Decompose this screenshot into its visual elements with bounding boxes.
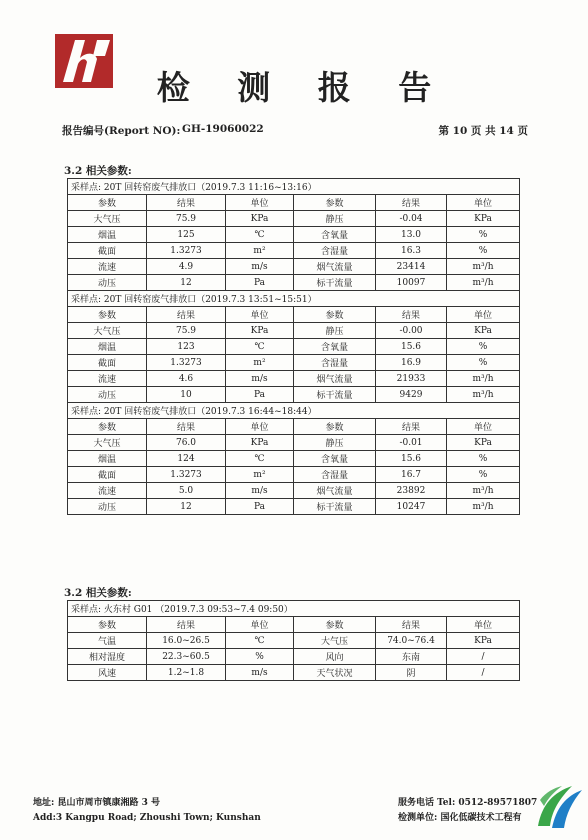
column-header-row [68, 195, 520, 211]
report-number: GH-19060022 [182, 123, 264, 135]
table-cell: 东南 [376, 649, 447, 665]
section-heading: 3.2 相关参数: [64, 165, 132, 177]
table-cell: / [447, 649, 520, 665]
table-cell: 74.0~76.4 [376, 633, 447, 649]
params-table-1 [67, 178, 520, 515]
table-cell: % [447, 227, 520, 243]
table-cell: Pa [226, 387, 294, 403]
table-row [68, 211, 520, 227]
table-cell: 75.9 [147, 211, 226, 227]
table-cell: 16.7 [376, 467, 447, 483]
table-cell: 15.6 [376, 339, 447, 355]
column-header: 单位 [447, 195, 520, 211]
table-cell: m³/h [447, 275, 520, 291]
table-cell: 静压 [294, 211, 376, 227]
table-cell: -0.00 [376, 323, 447, 339]
table-cell: 相对湿度 [68, 649, 147, 665]
address-en: Add:3 Kangpu Road; Zhoushi Town; Kunshan [33, 813, 261, 823]
table-cell: 13.0 [376, 227, 447, 243]
table-cell: 12 [147, 275, 226, 291]
sample-point-label: 采样点: 20T 回转窑废气排放口（2019.7.3 13:51~15:51） [68, 291, 520, 307]
sample-point-label: 采样点: 火东村 G01 （2019.7.3 09:53~7.4 09:50） [68, 601, 520, 617]
table-row [68, 633, 520, 649]
table-cell: 9429 [376, 387, 447, 403]
service-phone: 服务电话 Tel: 0512-89571807 [398, 798, 538, 808]
column-header-row [68, 617, 520, 633]
table-cell: 静压 [294, 323, 376, 339]
table-cell: m³/h [447, 259, 520, 275]
table-cell: 静压 [294, 435, 376, 451]
ambient-block [68, 601, 520, 681]
table-cell: % [447, 355, 520, 371]
column-header: 单位 [447, 307, 520, 323]
table-cell: 16.3 [376, 243, 447, 259]
table-cell: 5.0 [147, 483, 226, 499]
table-cell: 含湿量 [294, 467, 376, 483]
page-indicator: 第 10 页 共 14 页 [438, 125, 528, 137]
table-cell: m/s [226, 665, 294, 681]
table-cell: m² [226, 243, 294, 259]
table-cell: % [447, 467, 520, 483]
table-cell: 截面 [68, 355, 147, 371]
table-row [68, 323, 520, 339]
table-cell: KPa [447, 435, 520, 451]
table-cell: 123 [147, 339, 226, 355]
table-cell: -0.04 [376, 211, 447, 227]
table-row [68, 435, 520, 451]
table-cell: 大气压 [68, 435, 147, 451]
table-cell: 阴 [376, 665, 447, 681]
table-row [68, 259, 520, 275]
table-cell: 动压 [68, 275, 147, 291]
table-cell: 烟温 [68, 339, 147, 355]
table-cell: 23414 [376, 259, 447, 275]
table-cell: 16.0~26.5 [147, 633, 226, 649]
column-header: 参数 [68, 419, 147, 435]
table-cell: 16.9 [376, 355, 447, 371]
table-cell: 大气压 [68, 323, 147, 339]
table-cell: m³/h [447, 499, 520, 515]
table-cell: ℃ [226, 633, 294, 649]
column-header: 结果 [376, 617, 447, 633]
address-cn: 地址: 昆山市周市镇康湘路 3 号 [33, 798, 160, 808]
column-header: 结果 [147, 195, 226, 211]
sample-point-row [68, 601, 520, 617]
table-cell: 1.2~1.8 [147, 665, 226, 681]
table-cell: 含湿量 [294, 243, 376, 259]
table-cell: 大气压 [68, 211, 147, 227]
table-cell: 标干流量 [294, 387, 376, 403]
params-table-2 [67, 600, 520, 681]
table-cell: 22.3~60.5 [147, 649, 226, 665]
table-cell: 流速 [68, 371, 147, 387]
column-header: 参数 [294, 195, 376, 211]
column-header: 参数 [68, 307, 147, 323]
table-cell: 124 [147, 451, 226, 467]
table-cell: 1.3273 [147, 243, 226, 259]
table-cell: % [447, 339, 520, 355]
table-row [68, 339, 520, 355]
table-cell: 含湿量 [294, 355, 376, 371]
table-cell: 动压 [68, 499, 147, 515]
column-header: 参数 [294, 419, 376, 435]
table-cell: KPa [226, 323, 294, 339]
column-header: 参数 [294, 307, 376, 323]
table-cell: m² [226, 467, 294, 483]
table-cell: 大气压 [294, 633, 376, 649]
sample-point-row [68, 179, 520, 195]
block-2 [68, 291, 520, 403]
table-row [68, 451, 520, 467]
table-cell: 烟温 [68, 451, 147, 467]
report-info [62, 123, 528, 139]
table-cell: m/s [226, 371, 294, 387]
column-header: 结果 [376, 195, 447, 211]
table-cell: 1.3273 [147, 355, 226, 371]
table-cell: 烟温 [68, 227, 147, 243]
table-cell: 含氧量 [294, 227, 376, 243]
footer-contact [398, 796, 537, 826]
section-heading-2: 3.2 相关参数: [64, 587, 132, 599]
table-row [68, 467, 520, 483]
table-cell: 截面 [68, 243, 147, 259]
table-cell: ℃ [226, 451, 294, 467]
table-cell: % [226, 649, 294, 665]
block-1 [68, 179, 520, 291]
table-cell: 23892 [376, 483, 447, 499]
column-header: 单位 [226, 617, 294, 633]
table-cell: m³/h [447, 371, 520, 387]
column-header: 参数 [68, 617, 147, 633]
column-header: 结果 [376, 307, 447, 323]
column-header-row [68, 419, 520, 435]
column-header: 单位 [226, 307, 294, 323]
table-cell: 风向 [294, 649, 376, 665]
table-cell: KPa [447, 633, 520, 649]
table-cell: 75.9 [147, 323, 226, 339]
block-3 [68, 403, 520, 515]
table-row [68, 665, 520, 681]
table-cell: / [447, 665, 520, 681]
sample-point-label: 采样点: 20T 回转窑废气排放口（2019.7.3 11:16~13:16） [68, 179, 520, 195]
report-number-label: 报告编号(Report NO): [62, 125, 181, 137]
table-cell: 125 [147, 227, 226, 243]
table-cell: KPa [447, 323, 520, 339]
table-cell: 风速 [68, 665, 147, 681]
table-cell: 4.6 [147, 371, 226, 387]
column-header-row [68, 307, 520, 323]
table-row [68, 243, 520, 259]
table-row [68, 355, 520, 371]
table-cell: 流速 [68, 483, 147, 499]
table-row [68, 499, 520, 515]
page-title: 检 测 报 告 [156, 68, 450, 107]
footer-address [33, 796, 261, 826]
sample-point-row [68, 403, 520, 419]
column-header: 参数 [68, 195, 147, 211]
table-cell: 1.3273 [147, 467, 226, 483]
testing-unit: 检测单位: 国化低碳技术工程有 [398, 813, 522, 823]
table-cell: 含氧量 [294, 339, 376, 355]
table-cell: 21933 [376, 371, 447, 387]
column-header: 单位 [447, 617, 520, 633]
table-cell: 10 [147, 387, 226, 403]
table-cell: 含氧量 [294, 451, 376, 467]
table-cell: % [447, 451, 520, 467]
table-cell: 15.6 [376, 451, 447, 467]
table-cell: 4.9 [147, 259, 226, 275]
table-cell: m³/h [447, 483, 520, 499]
table-cell: Pa [226, 275, 294, 291]
column-header: 参数 [294, 617, 376, 633]
decorative-leaf-emblem [532, 770, 584, 832]
table-cell: % [447, 243, 520, 259]
sample-point-row [68, 291, 520, 307]
table-cell: m² [226, 355, 294, 371]
table-cell: 标干流量 [294, 499, 376, 515]
column-header: 结果 [147, 617, 226, 633]
column-header: 单位 [447, 419, 520, 435]
column-header: 结果 [376, 419, 447, 435]
column-header: 结果 [147, 419, 226, 435]
table-cell: 12 [147, 499, 226, 515]
table-cell: 气温 [68, 633, 147, 649]
table-cell: 烟气流量 [294, 483, 376, 499]
table-cell: 流速 [68, 259, 147, 275]
table-cell: KPa [226, 435, 294, 451]
table-row [68, 387, 520, 403]
table-cell: 烟气流量 [294, 259, 376, 275]
table-cell: m/s [226, 483, 294, 499]
table-cell: 标干流量 [294, 275, 376, 291]
table-cell: 10097 [376, 275, 447, 291]
sample-point-label: 采样点: 20T 回转窑废气排放口（2019.7.3 16:44~18:44） [68, 403, 520, 419]
table-cell: 天气状况 [294, 665, 376, 681]
table-cell: 截面 [68, 467, 147, 483]
table-cell: 10247 [376, 499, 447, 515]
table-row [68, 483, 520, 499]
table-cell: 动压 [68, 387, 147, 403]
table-cell: 76.0 [147, 435, 226, 451]
table-cell: 烟气流量 [294, 371, 376, 387]
table-row [68, 371, 520, 387]
table-cell: m³/h [447, 387, 520, 403]
table-cell: -0.01 [376, 435, 447, 451]
column-header: 单位 [226, 195, 294, 211]
table-cell: Pa [226, 499, 294, 515]
table-row [68, 649, 520, 665]
column-header: 结果 [147, 307, 226, 323]
table-cell: ℃ [226, 339, 294, 355]
table-row [68, 227, 520, 243]
table-row [68, 275, 520, 291]
table-cell: KPa [226, 211, 294, 227]
column-header: 单位 [226, 419, 294, 435]
table-cell: ℃ [226, 227, 294, 243]
table-cell: KPa [447, 211, 520, 227]
table-cell: m/s [226, 259, 294, 275]
